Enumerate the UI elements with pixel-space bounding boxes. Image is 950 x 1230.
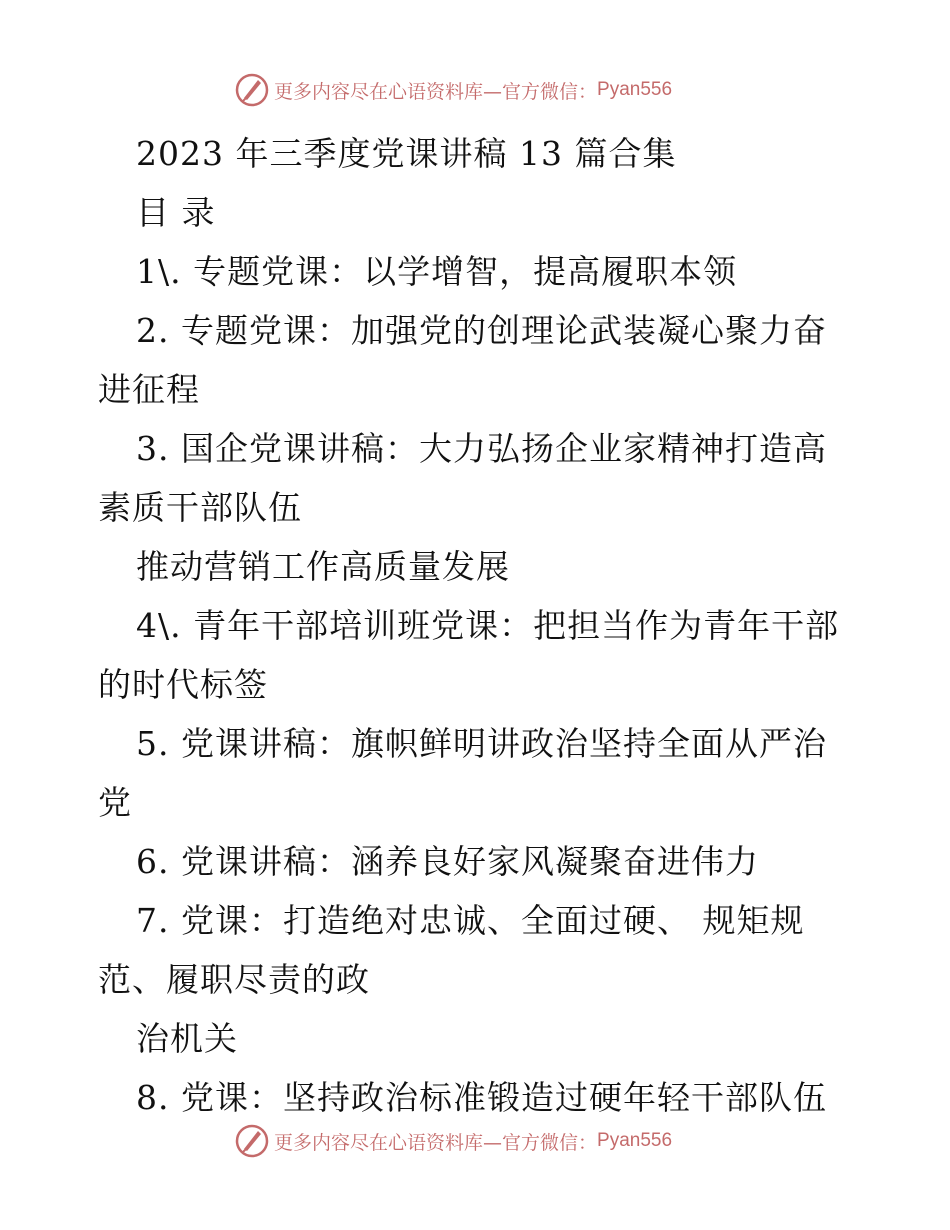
toc-line: 2. 专题党课：加强党的创理论武装凝心聚力奋 [136, 311, 827, 350]
watermark-header [234, 70, 672, 110]
toc-line: 7. 党课：打造绝对忠诚、全面过硬、 规矩规 [136, 901, 805, 940]
watermark-footer [234, 1121, 672, 1161]
toc-line: 进征程 [98, 370, 200, 409]
toc-line: 的时代标签 [98, 665, 268, 704]
quill-logo-icon [234, 72, 270, 108]
toc-line: 6. 党课讲稿：涵养良好家风凝聚奋进伟力 [136, 842, 759, 881]
toc-line: 党 [98, 783, 132, 822]
toc-line: 8. 党课：坚持政治标准锻造过硬年轻干部队伍 [136, 1078, 827, 1117]
toc-line: 推动营销工作高质量发展 [136, 547, 510, 586]
toc-heading: 目 录 [136, 193, 216, 232]
toc-line: 素质干部队伍 [98, 488, 302, 527]
toc-line: 1\. 专题党课：以学增智，提高履职本领 [136, 252, 738, 291]
document-title: 2023 年三季度党课讲稿 13 篇合集 [136, 134, 677, 173]
quill-logo-icon [234, 1123, 270, 1159]
watermark-text: 更多内容尽在心语资料库—官方微信： [274, 80, 598, 103]
toc-line: 4\. 青年干部培训班党课：把担当作为青年干部 [136, 606, 840, 645]
watermark-wechat-id: Pyan556 [597, 1130, 673, 1151]
toc-line: 5. 党课讲稿：旗帜鲜明讲政治坚持全面从严治 [136, 724, 827, 763]
toc-line: 范、履职尽责的政 [98, 960, 370, 999]
watermark-text: 更多内容尽在心语资料库—官方微信： [274, 1131, 598, 1154]
document-body [98, 124, 848, 1127]
table-of-contents [98, 242, 848, 1127]
toc-line: 治机关 [136, 1019, 238, 1058]
toc-line: 3. 国企党课讲稿：大力弘扬企业家精神打造高 [136, 429, 827, 468]
watermark-wechat-id: Pyan556 [597, 79, 673, 100]
